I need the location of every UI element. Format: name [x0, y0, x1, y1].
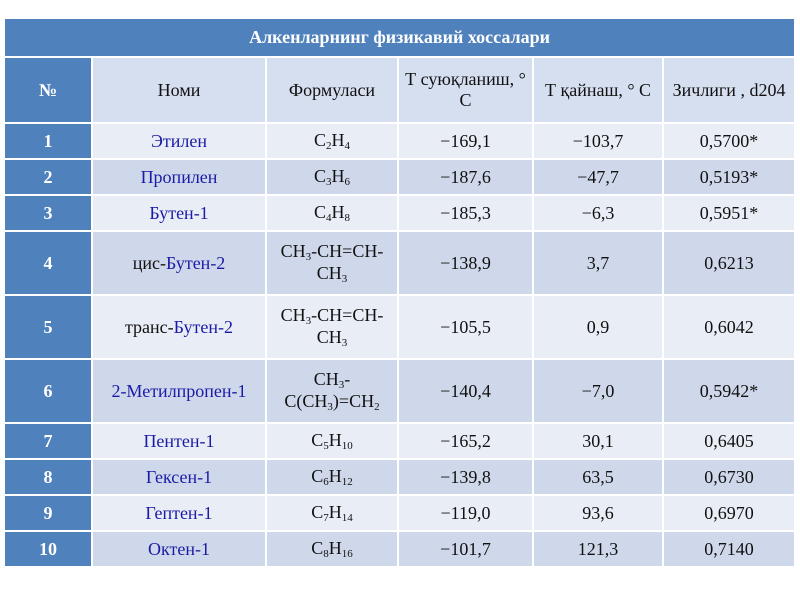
formula-cell — [266, 195, 398, 231]
table-row — [4, 459, 795, 495]
compound-name: Бутен-2 — [165, 252, 226, 273]
table-row — [4, 359, 795, 423]
row-number: 3 — [4, 195, 92, 231]
table-wrapper — [3, 17, 794, 568]
boiling-point: 93,6 — [533, 495, 663, 531]
density: 0,6405 — [663, 423, 795, 459]
melting-point: −169,1 — [398, 123, 533, 159]
formula-subscript: 3 — [341, 273, 348, 285]
compound-name-cell — [92, 459, 266, 495]
boiling-point: 30,1 — [533, 423, 663, 459]
melting-point: −105,5 — [398, 295, 533, 359]
melting-point: −185,3 — [398, 195, 533, 231]
formula-subscript: 5 — [323, 440, 329, 452]
formula-text: C — [313, 202, 326, 222]
formula-subscript: 12 — [341, 476, 353, 488]
compound-name: Пропилен — [140, 166, 218, 187]
table-row — [4, 195, 795, 231]
formula-text: -CH=CH- — [311, 305, 384, 325]
formula-subscript: 16 — [341, 548, 353, 560]
table-row — [4, 531, 795, 567]
melting-point: −140,4 — [398, 359, 533, 423]
compound-name: Гексен-1 — [145, 466, 213, 487]
formula-subscript: 14 — [341, 512, 353, 524]
header-row — [4, 57, 795, 123]
row-number: 5 — [4, 295, 92, 359]
formula-text: C — [311, 430, 324, 450]
compound-name: Бутен-2 — [173, 316, 234, 337]
table-title: Алкенларнинг физикавий хоссалари — [4, 18, 795, 57]
formula-text: H — [328, 538, 342, 558]
row-number: 7 — [4, 423, 92, 459]
compound-name: Этилен — [151, 130, 207, 151]
formula-text: H — [328, 430, 342, 450]
density: 0,5951* — [663, 195, 795, 231]
compound-prefix: цис- — [132, 252, 166, 273]
row-number: 9 — [4, 495, 92, 531]
density: 0,5700* — [663, 123, 795, 159]
boiling-point: 63,5 — [533, 459, 663, 495]
formula-subscript: 3 — [305, 251, 312, 263]
density: 0,6213 — [663, 231, 795, 295]
formula-subscript: 3 — [338, 379, 345, 391]
boiling-point: −47,7 — [533, 159, 663, 195]
compound-name-cell — [92, 231, 266, 295]
compound-name-cell — [92, 495, 266, 531]
table-body — [4, 18, 795, 567]
formula-text: H — [331, 130, 345, 150]
compound-name: Гептен-1 — [145, 502, 213, 523]
formula-subscript: 8 — [344, 212, 350, 224]
compound-name-cell — [92, 359, 266, 423]
formula-cell — [266, 295, 398, 359]
formula-text: - — [344, 369, 351, 389]
formula-text: C — [313, 166, 326, 186]
melting-point: −187,6 — [398, 159, 533, 195]
formula-subscript: 4 — [326, 212, 332, 224]
formula-cell — [266, 159, 398, 195]
row-number: 8 — [4, 459, 92, 495]
row-number: 1 — [4, 123, 92, 159]
header-name: Номи — [92, 57, 266, 123]
row-number: 2 — [4, 159, 92, 195]
formula-subscript: 3 — [326, 176, 332, 188]
compound-prefix: транс- — [124, 316, 174, 337]
formula-text: H — [328, 466, 342, 486]
formula-text: CH — [313, 369, 339, 389]
compound-name-cell — [92, 159, 266, 195]
header-formula: Формуласи — [266, 57, 398, 123]
header-density: Зичлиги , d204 — [663, 57, 795, 123]
formula-text: CH — [280, 305, 306, 325]
table-row — [4, 295, 795, 359]
melting-point: −138,9 — [398, 231, 533, 295]
formula-text: H — [328, 502, 342, 522]
boiling-point: −7,0 — [533, 359, 663, 423]
title-row — [4, 18, 795, 57]
formula-subscript: 8 — [323, 548, 329, 560]
melting-point: −165,2 — [398, 423, 533, 459]
compound-name-cell — [92, 295, 266, 359]
formula-text: -CH=CH- — [311, 241, 384, 261]
density: 0,5193* — [663, 159, 795, 195]
formula-subscript: 2 — [374, 401, 380, 413]
formula-subscript: 2 — [326, 140, 332, 152]
formula-cell — [266, 359, 398, 423]
melting-point: −101,7 — [398, 531, 533, 567]
formula-cell — [266, 459, 398, 495]
boiling-point: −103,7 — [533, 123, 663, 159]
melting-point: −139,8 — [398, 459, 533, 495]
boiling-point: 3,7 — [533, 231, 663, 295]
boiling-point: 0,9 — [533, 295, 663, 359]
compound-name-cell — [92, 531, 266, 567]
compound-name: 2-Метилпропен-1 — [111, 380, 247, 401]
formula-subscript: 3 — [305, 315, 312, 327]
formula-cell — [266, 531, 398, 567]
header-boil: Т қайнаш, ° С — [533, 57, 663, 123]
formula-cell — [266, 495, 398, 531]
formula-cell — [266, 423, 398, 459]
alkenes-table — [3, 17, 796, 568]
formula-text: C — [313, 130, 326, 150]
formula-subscript: 3 — [341, 337, 348, 349]
row-number: 10 — [4, 531, 92, 567]
boiling-point: −6,3 — [533, 195, 663, 231]
density: 0,5942* — [663, 359, 795, 423]
density: 0,7140 — [663, 531, 795, 567]
compound-name-cell — [92, 123, 266, 159]
table-row — [4, 423, 795, 459]
header-melt: Т суюқланиш, ° С — [398, 57, 533, 123]
density: 0,6730 — [663, 459, 795, 495]
compound-name: Пентен-1 — [143, 430, 215, 451]
formula-text: H — [331, 166, 345, 186]
formula-subscript: 6 — [323, 476, 329, 488]
formula-text: CH — [280, 241, 306, 261]
compound-name-cell — [92, 195, 266, 231]
table-row — [4, 159, 795, 195]
header-num: № — [4, 57, 92, 123]
table-row — [4, 495, 795, 531]
formula-text: C — [311, 538, 324, 558]
formula-text: H — [331, 202, 345, 222]
compound-name-cell — [92, 423, 266, 459]
formula-cell — [266, 123, 398, 159]
formula-cell — [266, 231, 398, 295]
melting-point: −119,0 — [398, 495, 533, 531]
density: 0,6970 — [663, 495, 795, 531]
table-row — [4, 231, 795, 295]
compound-name: Октен-1 — [148, 538, 210, 559]
density: 0,6042 — [663, 295, 795, 359]
formula-text: C — [311, 502, 324, 522]
formula-text: CH — [316, 263, 342, 283]
formula-text: )=CH — [332, 391, 375, 411]
formula-text: CH — [316, 327, 342, 347]
formula-subscript: 6 — [344, 176, 350, 188]
row-number: 6 — [4, 359, 92, 423]
formula-subscript: 10 — [341, 440, 353, 452]
compound-name: Бутен-1 — [149, 202, 209, 223]
table-row — [4, 123, 795, 159]
formula-subscript: 4 — [344, 140, 350, 152]
formula-text: C(CH — [284, 391, 328, 411]
formula-text: C — [311, 466, 324, 486]
row-number: 4 — [4, 231, 92, 295]
formula-subscript: 7 — [323, 512, 329, 524]
boiling-point: 121,3 — [533, 531, 663, 567]
formula-subscript: 3 — [327, 401, 333, 413]
